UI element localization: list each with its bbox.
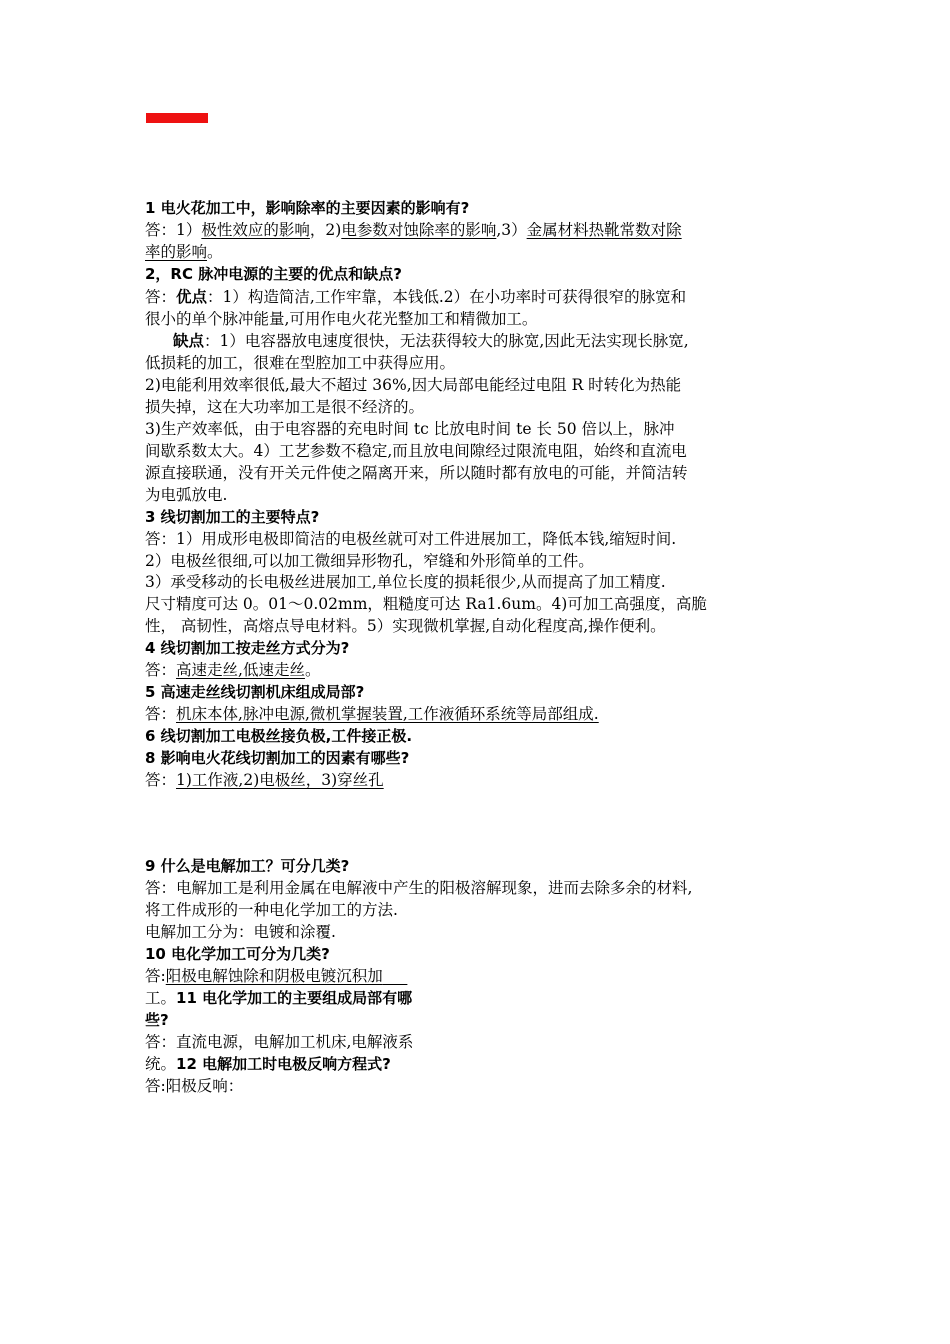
question-3: 3 线切割加工的主要特点?: [145, 507, 320, 526]
answer-3: 答：1）用成形电极即简洁的电极丝就可对工件进展加工，降低本钱,缩短时间.: [145, 529, 677, 548]
answer-12: 答:阳极反响：: [145, 1076, 244, 1095]
question-2: 2，RC 脉冲电源的主要的优点和缺点?: [145, 264, 402, 283]
answer-11: 答：直流电源，电解加工机床,电解液系: [145, 1032, 414, 1051]
question-4: 4 线切割加工按走丝方式分为?: [145, 639, 350, 658]
question-1: 1 电火花加工中，影响除率的主要因素的影响有?: [145, 199, 470, 217]
document-body: 1 电火花加工中，影响除率的主要因素的影响有? 答：1）极性效应的影响，2)电参数对蚀除率的影响,3）金属材料热靴常数对除 率的影响。 2，RC 脉冲电源的主要的优点和缺点? 答：优点：1）构造简洁,工作牢靠，本钱低.2）在小功率时可获得很窄的脉宽和 很小的单个脉冲能量,可用作电火花光整加工和精微加工。 缺点：1）电容器放电速度很快，无法获得较大的脉宽,因此无法实现长脉宽, 低损耗的加工，很难在型腔加工中获得应用。 2)电能利用效率很低,最大不超过 36%,因大局部电能经过电阻 R 时转化为热能 损失掉，这在大功率加工是很不经济的。 3)生产效率低，由于电容器的充电时间 tc 比放电时间 te 长 50 倍以上，脉冲 间歇系数太大。4）工艺参数不稳定,而且放电间隙经过限流电阻，始终和直流电 源直接联通，没有开关元件使之隔离开来，所以随时都有放电的可能，并简洁转 为电弧放电. 3 线切割加工的主要特点? 答：1）用成形电极即简洁的电极丝就可对工件进展加工，降低本钱,缩短时间. 2）电极丝很细,可以加工微细异形物孔，窄缝和外形简单的工件。 3）承受移动的长电极丝进展加工,单位长度的损耗很少,从而提高了加工精度. 尺寸精度可达 0。01～0.02mm，粗糙度可达 Ra1.6um。4)可加工高强度，高脆 性， 高韧性，高熔点导电材料。5）实现微机掌握,自动化程度高,操作便利。 4 线切割加工按走丝方式分为? 答：高速走丝,低速走丝。 5 高速走丝线切割机床组成局部? 答：机床本体,脉冲电源,微机掌握装置,工作液循环系统等局部组成. 6 线切割加工电极丝接负极,工件接正极. 8 影响电火花线切割加工的因素有哪些? 答：1)工作液,2)电极丝，3)穿丝孔 9 什么是电解加工？可分几类? 答：电解加工是利用金属在电解液中产生的阳极溶解现象，进而去除多余的材料, 将工件成形的一种电化学加工的方法. 电解加工分为：电镀和涂覆. 10 电化学加工可分为几类? 答:阳极电解蚀除和阴极电镀沉积加 工。11 电化学加工的主要组成局部有哪 些? 答：直流电源，电解加工机床,电解液系 统。12 电解加工时电极反响方程式? 答:阳极反响：: [145, 198, 810, 1097]
answer-10: 答:阳极电解蚀除和阴极电镀沉积加: [145, 967, 383, 985]
question-6: 6 线切割加工电极丝接负极,工件接正极.: [145, 726, 413, 745]
question-8: 8 影响电火花线切割加工的因素有哪些?: [145, 748, 410, 767]
answer-4: 答：高速走丝,低速走丝。: [145, 661, 321, 680]
answer-8: 答：1)工作液,2)电极丝，3)穿丝孔: [145, 770, 384, 789]
answer-9: 答：电解加工是利用金属在电解液中产生的阳极溶解现象，进而去除多余的材料,: [145, 879, 693, 898]
question-5: 5 高速走丝线切割机床组成局部?: [145, 682, 365, 701]
question-11: 11 电化学加工的主要组成局部有哪: [176, 988, 413, 1007]
answer-5: 答：机床本体,脉冲电源,微机掌握装置,工作液循环系统等局部组成.: [145, 704, 599, 723]
answer-2: 答：优点：1）构造简洁,工作牢靠，本钱低.2）在小功率时可获得很窄的脉宽和: [145, 286, 687, 306]
answer-1: 答：1）极性效应的影响，2)电参数对蚀除率的影响,3）金属材料热靴常数对除 率的影响。: [145, 220, 682, 261]
question-10: 10 电化学加工可分为几类?: [145, 945, 330, 964]
red-accent-bar: [146, 113, 208, 123]
question-9: 9 什么是电解加工？可分几类?: [145, 857, 350, 876]
question-12: 12 电解加工时电极反响方程式?: [176, 1054, 391, 1073]
